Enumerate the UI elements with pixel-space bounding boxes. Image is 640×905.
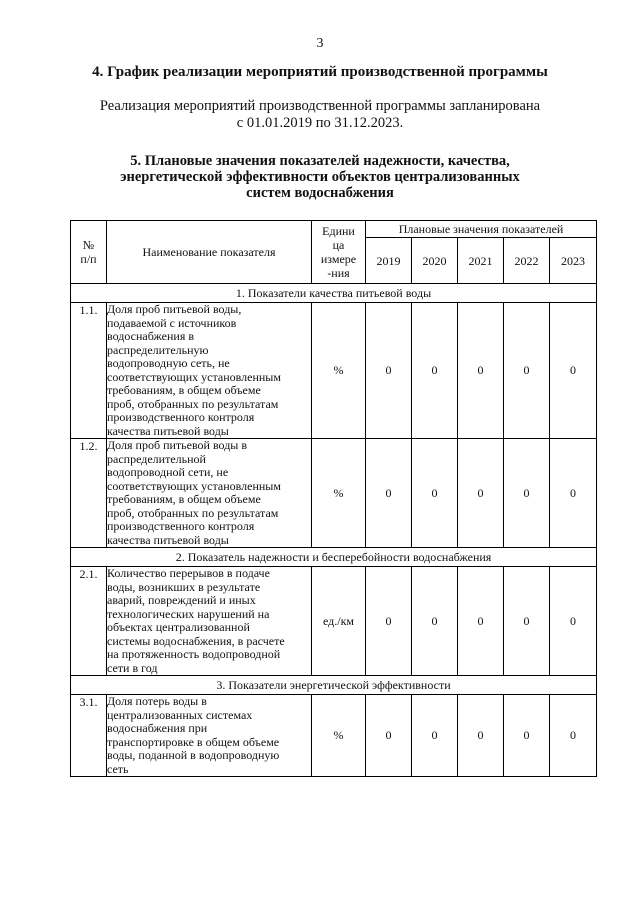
indicator-name-line: на протяженность водопроводной (107, 647, 281, 661)
header-planned-values: Плановые значения показателей (366, 221, 597, 238)
header-number (71, 221, 107, 284)
indicator-name-line: производственного контроля (107, 519, 255, 533)
indicator-name-line: системы водоснабжения, в расчете (107, 633, 285, 648)
header-year: 2023 (550, 238, 597, 284)
indicator-name-line: водопроводной сети, не (107, 465, 229, 479)
value-cell: 0 (504, 303, 550, 439)
page-number: 3 (316, 36, 324, 51)
value-cell: 0 (458, 303, 504, 439)
value-cell: 0 (458, 567, 504, 676)
value-cell: 0 (550, 303, 597, 439)
section-title: 2. Показатель надежности и бесперебойности водоснабжения (71, 548, 597, 567)
value-cell: 0 (412, 303, 458, 439)
indicator-name-line: требованиям, в общем объеме (107, 383, 261, 397)
header-indicator-name: Наименование показателя (107, 221, 312, 284)
indicator-name-line: распределительной (107, 451, 206, 466)
header-unit-line-2: ца (332, 238, 345, 252)
section-4-text (60, 98, 580, 132)
value-cell: 0 (458, 695, 504, 777)
section-5-heading-line-2: энергетической эффективности объектов централизованных (120, 169, 520, 185)
header-year: 2022 (504, 238, 550, 284)
indicator-name-line: Количество перерывов в подаче (107, 566, 270, 580)
indicator-name-line: Доля проб питьевой воды, (107, 302, 242, 316)
header-year: 2021 (458, 238, 504, 284)
table-row (71, 439, 597, 548)
row-number: 1.1. (71, 303, 107, 439)
header-unit-line-1: Едини (322, 224, 355, 238)
value-cell: 0 (366, 567, 412, 676)
header-unit-line-4: -ния (327, 266, 350, 280)
unit-cell: % (312, 695, 366, 777)
indicator-name-line: воды, поданной в водопроводную (107, 748, 280, 762)
section-row (71, 284, 597, 303)
table-row (71, 567, 597, 676)
indicator-name-line: Доля проб питьевой воды в (107, 438, 248, 452)
indicator-name-line: водопроводную сеть, не (107, 356, 230, 370)
value-cell: 0 (458, 439, 504, 548)
header-year: 2019 (366, 238, 412, 284)
section-4-text-line-2: с 01.01.2019 по 31.12.2023. (236, 115, 404, 131)
value-cell: 0 (550, 439, 597, 548)
section-title: 1. Показатели качества питьевой воды (71, 284, 597, 303)
section-5-heading (80, 153, 560, 201)
table-row (71, 695, 597, 777)
indicator-name-line: соответствующих установленным (107, 478, 281, 493)
header-year: 2020 (412, 238, 458, 284)
value-cell: 0 (366, 439, 412, 548)
table-body (71, 284, 597, 777)
unit-cell: % (312, 439, 366, 548)
indicator-name-line: требованиям, в общем объеме (107, 492, 261, 506)
indicator-name (107, 695, 312, 777)
indicator-name-line: производственного контроля (107, 410, 255, 424)
indicator-name-line: качества питьевой воды (107, 532, 229, 547)
indicator-name-line: Доля потерь воды в (107, 694, 207, 708)
indicator-name-line: аварий, повреждений и иных (107, 593, 256, 607)
value-cell: 0 (412, 695, 458, 777)
header-unit-line-3: измере (320, 252, 357, 266)
row-number: 1.2. (71, 439, 107, 548)
indicator-name-line: проб, отобранных по результатам (107, 396, 279, 411)
indicator-name-line: соответствующих установленным (107, 369, 281, 384)
indicator-name-line: качества питьевой воды (107, 423, 229, 438)
value-cell: 0 (550, 567, 597, 676)
indicator-name-line: объектах централизованной (107, 620, 250, 634)
header-number-line-2: п/п (80, 252, 97, 266)
section-row (71, 548, 597, 567)
indicator-name-line: транспортировке в общем объеме (107, 734, 280, 749)
indicator-name-line: распределительную (107, 342, 209, 357)
indicator-name (107, 303, 312, 439)
unit-cell: ед./км (312, 567, 366, 676)
value-cell: 0 (504, 567, 550, 676)
table-row (71, 303, 597, 439)
indicator-name-line: сети в год (107, 660, 158, 675)
indicator-name-line: водоснабжения в (107, 329, 195, 343)
row-number: 2.1. (71, 567, 107, 676)
value-cell: 0 (366, 695, 412, 777)
table-header (71, 221, 597, 284)
indicator-name-line: технологических нарушений на (107, 606, 270, 621)
section-5-heading-line-3: систем водоснабжения (246, 185, 394, 201)
indicator-name-line: воды, возникших в результате (107, 579, 261, 594)
value-cell: 0 (412, 567, 458, 676)
row-number: 3.1. (71, 695, 107, 777)
indicator-name-line: подаваемой с источников (107, 315, 237, 330)
unit-cell: % (312, 303, 366, 439)
value-cell: 0 (504, 439, 550, 548)
indicator-name (107, 439, 312, 548)
section-row (71, 676, 597, 695)
indicator-name-line: водоснабжения при (107, 721, 208, 735)
indicator-name-line: проб, отобранных по результатам (107, 505, 279, 520)
section-4-heading: 4. График реализации мероприятий производственной программы (92, 64, 548, 80)
value-cell: 0 (504, 695, 550, 777)
section-5-heading-line-1: 5. Плановые значения показателей надежности, качества, (130, 153, 510, 169)
section-4-text-line-1: Реализация мероприятий производственной программы запланирована (99, 98, 541, 114)
value-cell: 0 (366, 303, 412, 439)
indicators-table (70, 220, 597, 777)
section-title: 3. Показатели энергетической эффективности (71, 676, 597, 695)
indicator-name-line: сеть (107, 761, 129, 776)
header-unit (312, 221, 366, 284)
indicator-name-line: централизованных системах (107, 707, 253, 722)
value-cell: 0 (412, 439, 458, 548)
header-number-line-1: № (82, 238, 95, 252)
value-cell: 0 (550, 695, 597, 777)
indicator-name (107, 567, 312, 676)
